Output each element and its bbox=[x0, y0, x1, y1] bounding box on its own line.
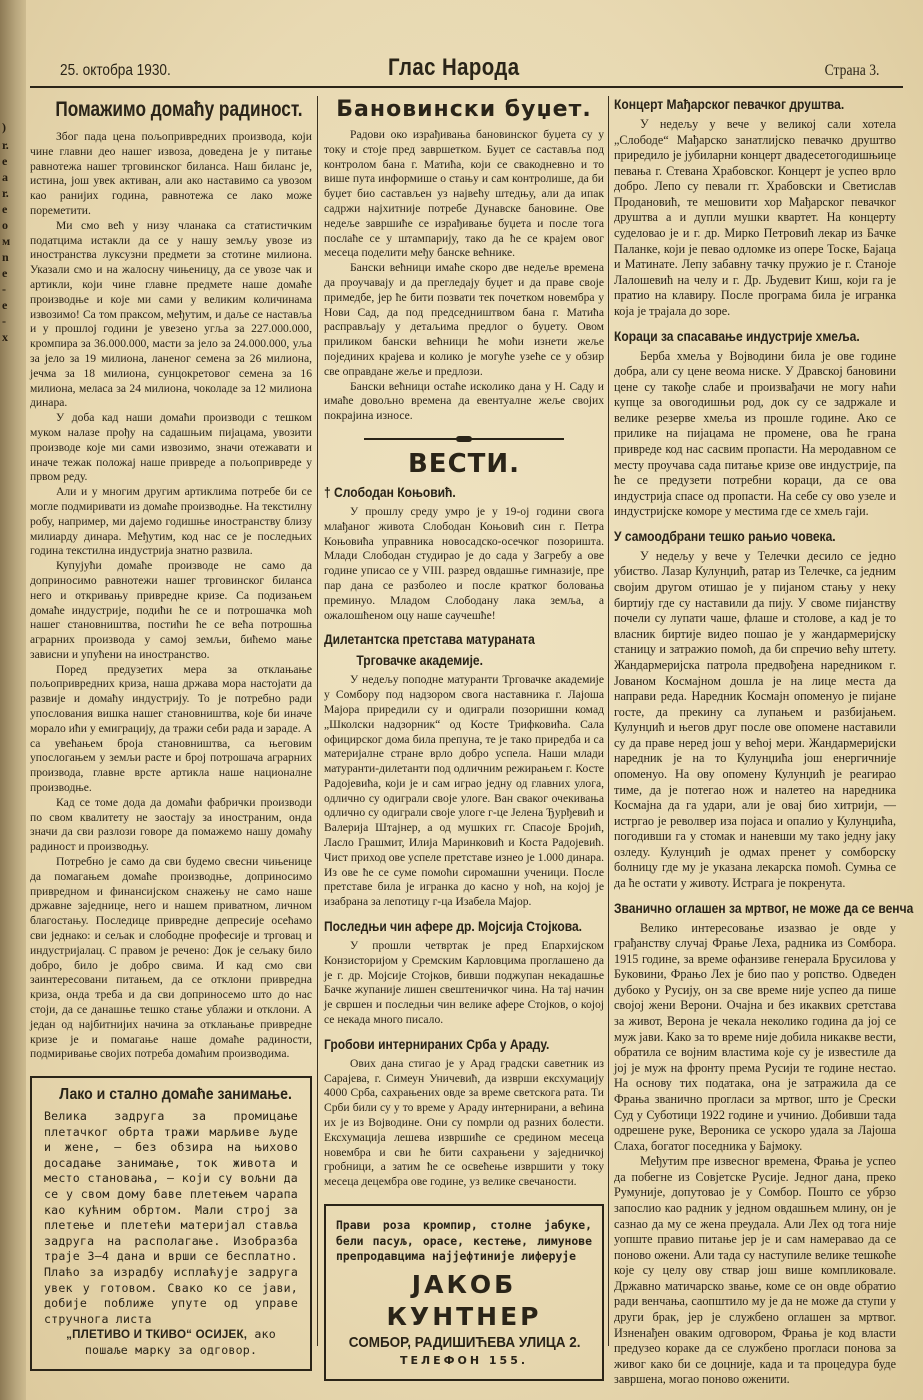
news-paragraph: Берба хмеља у Војводини била је ове године добра, али су цене веома ниске. У Дравској бановини цене су такође слабе и произвађачи не могу наћи купце за овогодишњи род, док су се задржале и велике резерве хмеља из прошле године. Ако се прилике на пијацама не промене, ова ће грана привреде код нас сасвим пропасти. На меродавном се месту проучава сада питање кризе ове индустрије, па ће се предузети потребни кораци, да се ова индустрија спасе од пропасти. На себе су ово узеле и индустријске коморе у местима где се хмељ гаји. bbox=[614, 348, 896, 519]
news-title: Гробови интернираних Срба у Араду. bbox=[324, 1036, 550, 1052]
news-paragraph: Ових дана стигао је у Арад градски саветник из Сарајева, г. Симеун Уничевић, да изврши ексхумацију 4000 Срба, сахрањених овде за време светскога рата. Ти Срби били су у то време у Араду интернирани, а већина их је из Војводине. Они су помрли од разних болести. Ексхумација лешева извршиће се средином месеца новембра и сви ће бити сахрањени у заједничкој гробници, а затим ће се освећење извршити у току месеца децембра ове године, уз велике свечаности. bbox=[324, 1056, 604, 1189]
article-paragraph: Бански већници имаће скоро две недеље времена да проучавају и да прегледају буџет и да праве своје примедбе, јер ће бити позвати тек почетком новембра у Нови Сад, да под председништвом бана г. Матића расправљају у детаљима предлог о буџету. Овом приликом бански већници ће моћи изнети жеље појединих крајева и колико је могуће узеће се у обзир све оправдане жеље и предлози. bbox=[324, 261, 604, 378]
edge-fragment: r. bbox=[2, 186, 9, 200]
column-divider bbox=[608, 96, 609, 1346]
edge-fragment: e bbox=[2, 202, 7, 216]
edge-fragment: x bbox=[2, 330, 8, 344]
column-divider bbox=[317, 96, 318, 1346]
article-paragraph: Потребно је само да сви будемо свесни чињенице да помагањем домаће производње, доприносимо привредном и финансијском снажењу не само наше државне заједнице, него и нашем приватном, личном благостању. Последице привредне депресије осећамо сви једнако: и сељак и слободне професије и трговац и индустријалац. С правом је речено: Док је сељаку било добро, било је добро свима. И кад смо сви заинтересовани питањем, да се отклони привредна криза, онда треба и да сви доприносемо што до нас стоји, да се данашње тешко стање ублажи и отклони. А један од најбитнијих начина за отклањање привредне кризе је и помагање наше домаће радиности, подмиривање својих потреба домаћим производима. bbox=[30, 855, 312, 1061]
news-title: † Слободан Коњовић. bbox=[324, 484, 456, 500]
column-middle bbox=[324, 96, 604, 1381]
ad-tail: ако пошаље марку за одговор. bbox=[84, 1327, 276, 1357]
edge-fragment: e bbox=[2, 298, 7, 312]
newspaper-title: Глас Народа bbox=[388, 54, 520, 81]
edge-fragment: o bbox=[2, 218, 8, 232]
article-paragraph: Радови око израђивања бановинског буџета су у току и стоје пред завршетком. Буџет се саставља под контролом бана г. Матића, који се свакодневно и то више пута информише о стању и сам контролише, да би буџет био састављен уз највећу штедњу, али да ипак садржи најхитније потребе Дунавске бановине. Ове недеље завршиће се израђивање буџета и после тога послаће се у штампарију, тако да ће се крајем овог месеца поделити међу банске већнике. bbox=[324, 128, 604, 260]
column-left bbox=[30, 96, 312, 1371]
edge-fragment: м bbox=[2, 234, 10, 248]
section-ornament bbox=[364, 436, 564, 442]
news-paragraph: Велико интересовање изазвао је овде у грађанству случај Фрање Леха, радника из Сомбора. 1915 године, за време офанзиве генерала Брусилова у Буковини, Фрањо Лех је био пао у ропство. Одведен дубоко у Русију, он за све време није успео да пише својој жени Верони. Очајна и без икаквих сретстава за живот, Верона је чекала неколико година да јој се муж јави. Како за то време није добила никакве вести, обратила се војним властима које су је известиле да јој је муж на фронту према Русији те године нестао. На основу тих података, она је затражила да се Фрања званично прогласи за мртвог, што је Срески Суд у Суботици 1922 године и учинио. Добивши тада одрешене руке, Вероника се ускоро удала за Лајоша Слаха, богатог поседника у Бајмоку. bbox=[614, 920, 896, 1153]
article-paragraph: Али и у многим другим артиклима потребе би се могле подмиривати из домаће производње. На текстилну робу, например, ми дајемо годишње иностранству близу милиарду динара. Међутим, код нас се је последњих година текстилна индустрија знатно развила. bbox=[30, 485, 312, 558]
masthead-rule bbox=[30, 86, 903, 88]
ad-footer bbox=[44, 1327, 298, 1358]
ad-merchant-name: ЈАКОБ КУНТНЕР bbox=[386, 1269, 542, 1331]
adjacent-page-edge bbox=[0, 0, 26, 1400]
article-paragraph: Поред предузетих мера за отклањање пољопривредних криза, наша држава мора настојати да развије и домаћу индустрију. То је потребно ради упослования вишка нашег становништва, које би иначе морало ићи у емиграцију, да тражи себи рада и зараде. А са увећањем броја становништва, са његовим упослогањем у земљи расте и број потрошача аграрних производа, главне врсте артикла наше националне производње. bbox=[30, 662, 312, 795]
edge-fragment: e bbox=[2, 266, 7, 280]
news-title: Кораци за спасавање индустрије хмеља. bbox=[614, 328, 860, 344]
edge-fragment: r. bbox=[2, 138, 9, 152]
news-title: Дилетантска претстава матураната bbox=[324, 632, 535, 648]
news-title-line2: Трговачке академије. bbox=[356, 653, 483, 669]
masthead bbox=[30, 52, 903, 82]
edge-fragment: - bbox=[2, 314, 6, 328]
news-title: У самоодбрани тешко рањио човека. bbox=[614, 528, 836, 544]
advertisement-kuntner bbox=[324, 1204, 604, 1381]
article-paragraph: Ми смо већ у низу чланака са статистичким податцима истакли да се у нашу земљу увозе из иностранства луксузни предмети за стотине милиона. Указали смо и на жалосну чињеницу, да се увозе чак и артикли, који чине главне предмете наше домаће производње и које ми сами у великим количинама извозимо! Са том праксом, међутим, и даље се наставља и у прошлој години је увезено угља за 227.000.000, кромпира за 36.000.000, масти за јело за 24.000.000, уља за јело за 19 милиона, ланеног семена за 26 милиона, јечма за 18 милиона, сунцокретовог семена за 16 милиона, меласа за 24 милиона, чоколаде за 12 милиона динара. bbox=[30, 218, 312, 410]
news-paragraph: У недељу у вече у Телечки десило се једно убиство. Лазар Кулунџић, ратар из Телечке, са једним својим другом отишао је у пијаном стању у неку биртију где су наставили да пију. У своме пијанству почели су лупати чаше, флаше и столове, а кад је то власник биртије видео пошао је у жандармеријску станицу и затражио помоћ, да би спречио већу штету. Жандармеријска патрола предвођена наредником г. Јованом Космајном дошла је на лице места да направи реда. Наредник Космајн опоменуо је пијане госте, да прекину са лупањем и разбијањем. Кулунџић и његов друг после ове опомене наставили су да праве неред још у већој мери. Жандармеријски наредник је на то Кулунџића још енергичније опоменуо. На ову опомену Кулунџић је реагирао тиме, да је потегао нож и налетео на наредника Космајна да га удари, али је овај био хитрији, — истргао је револвер иза појаса и опалио у Кулунџића, погодивши га у стомак и наневши му тако једну јаку озледу. Кулунџић је одмах пренет у сомборску болницу где му је указана лекарска помоћ. Сумња се да ће остати у животу. Истрага је покренута. bbox=[614, 548, 896, 891]
page-number: Страна 3. bbox=[824, 62, 879, 79]
article-paragraph: Купујући домаће производе не само да доприносимо равнотежи нашег трговинског биланса него и откривању привредне кризе. Са подизањем домаће индустрије, подићи ће се и потрошачка моћ нашег становништва, постићи ће се већа потрошња аграрних производа у самој земљи, бићемо мање зависни и упућени на иностранство. bbox=[30, 559, 312, 661]
news-title: Концерт Мађарског певачког друштва. bbox=[614, 97, 845, 112]
ad-address: СОМБОР, РАДИШИЋЕВА УЛИЦА 2. bbox=[348, 1333, 581, 1351]
ad-phone: ТЕЛЕФОН 155. bbox=[399, 1353, 529, 1367]
issue-date: 25. октобра 1930. bbox=[60, 62, 171, 79]
article-paragraph: Кад се томе дода да домаћи фабрички производи по свом квалитету не заостају за иностраним, онда значи да сви разлози говоре да помажемо нашу домаћу радиност и производњу. bbox=[30, 795, 312, 854]
article-paragraph: У доба кад наши домаћи производи с тешком муком налазе прођу на садашњим пијацама, увозити производе које ми сами извозимо, значи отежавати и иначе тежак положај наше привреде а пољопривреде у првом реду. bbox=[30, 411, 312, 484]
news-paragraph: У недељу поподне матуранти Трговачке академије у Сомбору под надзором свога наставника г. Лајоша Мајора приредили су и одиграли позоришни комад „Школски надзорник“ од Косте Трифковића. Сала официрског дома била препуна, те је тако приредба и са материјалне стране врло добро успела. Наши млади матуранти-дилетанти под одличним режирањем г. Косте Радојевића, који је и сам играо једну од главних улога, одлично су одиграли своје улоге. Ван сваког очекивања одлично су одиграли своје улоге г-це Јелена Ђурђевић и Валерија Штајнер, а од мушких гг. Спасоје Бројић, Ласло Грашмит, Илија Маринковић и Коста Радојевић. Чист приход ове успеле претставе изнео је 1.000 динара. Из ове ће се суме помоћи сиромашни ученици. После претставе била је игранка до касно у ноћ, на којој је изабрана за лепотицу г-ца Изабела Мајор. bbox=[324, 673, 604, 909]
ad-company: „ПЛЕТИВО И ТКИВО“ ОСИЈЕК, bbox=[66, 1328, 248, 1342]
news-paragraph: У прошлу среду умро је у 19-ој години свога млађаног живота Слободан Коњовић син г. Петра Коњовића управника новосадско-осечког позоришта. Млади Слободан студирао је до сада у Загребу а ове године уписао се у VIII. разред овдашње гимназије, пре пар дана се разболео и после кратког боловања преминуо. Младом Слободану лака земља, а ожалошћеном оцу наше саучешће! bbox=[324, 504, 604, 622]
edge-fragment: e bbox=[2, 154, 7, 168]
article-paragraph: Због пада цена пољопривредних производа, који чине главни део нашег извоза, доведена је у питање равнотежа нашег трговинског биланса. Наш биланс је, истина, још увек активан, али ако наставимо са увозом као ранијих година, равнотежа се лако може пореметити. bbox=[30, 130, 312, 217]
news-paragraph: У недељу у вече у великој сали хотела „Слободе“ Мађарско занатлијско певачко друштво приредило је јубиларни концерт двадесетогодишњице певања г. Стевана Храбовског. Концерт је успео врло добро. Лепо су певали гг. Храбовски и Светислав Продановић, те мешовити хор Мађарског певачког друштва а и дупли мушки квартет. На концерту суделовао је и г. др. Мирко Петровић лекар из Бачке Паланке, који је певао одломке из опере Тоске, Бајаца и Матинате. Лепу забавну тачку пружио је г. Станоје Лалошевић на челу и г. Др. Људевит Киш, који га је пратио на клавиру. После програма била је игранка која је трајала до зоре. bbox=[614, 117, 896, 318]
edge-fragment: n bbox=[2, 250, 9, 264]
article-title: Бановински буџет. bbox=[336, 97, 592, 122]
news-paragraph: Међутим пре извесног времена, Фрања је успео да побегне из Совјетске Русије. Једног дана, преко Румуније, допутовао је у Сомбор. Пошто се убрзо запослио као радник у једном овдашњем млину, он је сазнао да му се жена преудала. Али Лех од тога није уопште правио питање јер је и сам намеравао да се поново ожени. Али тада су наступиле велике тешкоће које су целу ову ствар још више компликовале. Државно матичарско звање, коме се он овде обратио ради венчања, саопштило му је да не може да ступи у други брак, јер је службено оглашен за мртвог. Изненађен оваким одговором, Фрања је код власти предузео кораке да се службено прогласи понова за живог како би се доцније, када и та процедура буде завршена, могао поново оженити. bbox=[614, 1154, 896, 1387]
section-title: ВЕСТИ. bbox=[407, 448, 521, 479]
ad-text: Велика задруга за промицање плетачког обрта тражи марљиве људе и жене, — без обзира на њихово досадање занимање, ток живота и место становања, — који су вољни да се у свом дому баве плетењем чарапа као кућним обртом. Мали строј за плетење и плетећи материјал ставља задруга на располагање. Изобразба траје 3—4 дана и врши се бесплатно. Плаћо за израдбу исплаћује задруга увек у готовом. Свако ко се јави, добије поближе упуте од управе стручнога листа bbox=[44, 1109, 298, 1326]
article-title: Помажимо домаћу радиност. bbox=[55, 98, 303, 121]
ad-title: Лако и стално домаће занимање. bbox=[59, 1086, 292, 1104]
news-title: Званично оглашен за мртвог, не може да се венча bbox=[614, 900, 914, 916]
ad-text: Прави роза кромпир, столне јабуке, бели пасуљ, орасе, кестење, лимунове препродавцима најјефтиније лиферује bbox=[336, 1218, 592, 1264]
edge-fragment: ) bbox=[2, 120, 6, 134]
article-paragraph: Бански већници остаће исколико дана у Н. Саду и имаће довољно времена да евентуалне жеље својих покрајина износе. bbox=[324, 379, 604, 423]
edge-fragment: a bbox=[2, 170, 8, 184]
column-right bbox=[614, 96, 914, 1388]
advertisement-knitting bbox=[30, 1076, 312, 1370]
edge-fragment: - bbox=[2, 282, 6, 296]
news-title: Последњи чин афере др. Мојсија Стојкова. bbox=[324, 919, 582, 935]
news-paragraph: У прошли четвртак је пред Епархијском Конзисторијом у Сремским Карловцима проглашено да је г. др. Мојсије Стојков, бивши поджупан некадашње Бачке жупаније лишен свештеничког чина. На тај начин је свршен и последњи чин велике афере Стојков, о којој се некада много писало. bbox=[324, 939, 604, 1027]
